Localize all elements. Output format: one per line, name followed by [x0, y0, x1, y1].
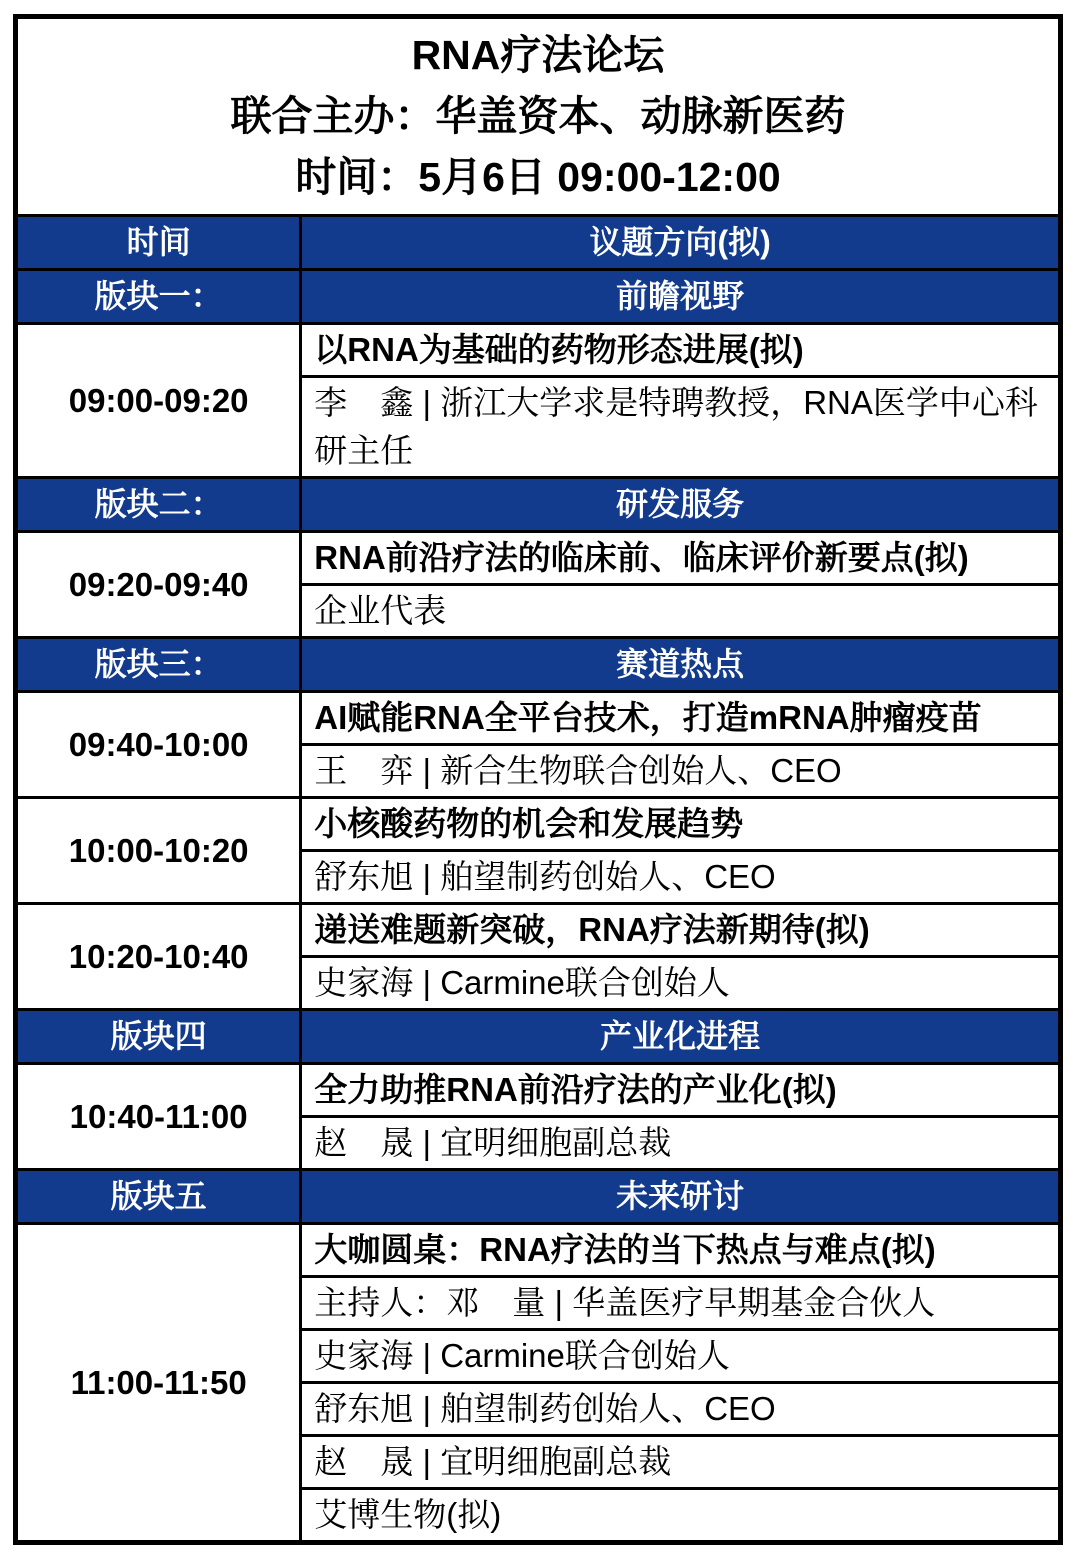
session-time: 09:40-10:00 [16, 692, 301, 798]
session-topic: 小核酸药物的机会和发展趋势 [301, 798, 1061, 851]
session-topic: 递送难题新突破，RNA疗法新期待(拟) [301, 904, 1061, 957]
session-panelist: 史家海 | Carmine联合创始人 [301, 1330, 1061, 1383]
session-topic: 以RNA为基础的药物形态进展(拟) [301, 324, 1061, 377]
session-time: 10:40-11:00 [16, 1064, 301, 1170]
section-header-row-2 [16, 478, 1061, 532]
forum-cohosts: 联合主办：华盖资本、动脉新医药 [230, 93, 846, 139]
session-speaker: 王 弈 | 新合生物联合创始人、CEO [301, 745, 1061, 798]
section-2-label: 版块二： [16, 478, 301, 532]
agenda-table [13, 14, 1063, 1545]
section-3-label: 版块三： [16, 638, 301, 692]
column-header-row [16, 216, 1061, 270]
col-header-topic: 议题方向(拟) [301, 216, 1061, 270]
section-5-label: 版块五 [16, 1170, 301, 1224]
session-time: 09:00-09:20 [16, 324, 301, 478]
session-speaker: 史家海 | Carmine联合创始人 [301, 957, 1061, 1010]
section-1-label: 版块一： [16, 270, 301, 324]
session-speaker: 李 鑫 | 浙江大学求是特聘教授，RNA医学中心科研主任 [301, 377, 1061, 478]
session-topic-row [16, 532, 1061, 585]
session-time: 10:00-10:20 [16, 798, 301, 904]
session-topic-row [16, 798, 1061, 851]
session-speaker: 舒东旭 | 舶望制药创始人、CEO [301, 851, 1061, 904]
session-topic: RNA前沿疗法的临床前、临床评价新要点(拟) [301, 532, 1061, 585]
session-topic: 大咖圆桌：RNA疗法的当下热点与难点(拟) [301, 1224, 1061, 1277]
forum-time: 时间：5月6日 09:00-12:00 [295, 154, 781, 200]
session-topic: 全力助推RNA前沿疗法的产业化(拟) [301, 1064, 1061, 1117]
forum-title: RNA疗法论坛 [411, 32, 665, 78]
section-1-theme: 前瞻视野 [301, 270, 1061, 324]
session-topic-row [16, 904, 1061, 957]
session-panelist: 艾博生物(拟) [301, 1489, 1061, 1543]
session-topic-row [16, 324, 1061, 377]
session-panelist: 舒东旭 | 舶望制药创始人、CEO [301, 1383, 1061, 1436]
session-speaker: 赵 晟 | 宜明细胞副总裁 [301, 1117, 1061, 1170]
title-row [16, 17, 1061, 216]
session-speaker: 企业代表 [301, 585, 1061, 638]
session-topic-row [16, 1224, 1061, 1277]
section-4-label: 版块四 [16, 1010, 301, 1064]
session-moderator: 主持人：邓 量 | 华盖医疗早期基金合伙人 [301, 1277, 1061, 1330]
section-4-theme: 产业化进程 [301, 1010, 1061, 1064]
section-5-theme: 未来研讨 [301, 1170, 1061, 1224]
section-3-theme: 赛道热点 [301, 638, 1061, 692]
section-header-row-1 [16, 270, 1061, 324]
section-header-row-3 [16, 638, 1061, 692]
forum-title-block [16, 17, 1061, 216]
section-header-row-5 [16, 1170, 1061, 1224]
session-topic-row [16, 692, 1061, 745]
session-time: 10:20-10:40 [16, 904, 301, 1010]
section-header-row-4 [16, 1010, 1061, 1064]
col-header-time: 时间 [16, 216, 301, 270]
session-time: 11:00-11:50 [16, 1224, 301, 1543]
session-time: 09:20-09:40 [16, 532, 301, 638]
session-panelist: 赵 晟 | 宜明细胞副总裁 [301, 1436, 1061, 1489]
session-topic: AI赋能RNA全平台技术，打造mRNA肿瘤疫苗 [301, 692, 1061, 745]
section-2-theme: 研发服务 [301, 478, 1061, 532]
session-topic-row [16, 1064, 1061, 1117]
